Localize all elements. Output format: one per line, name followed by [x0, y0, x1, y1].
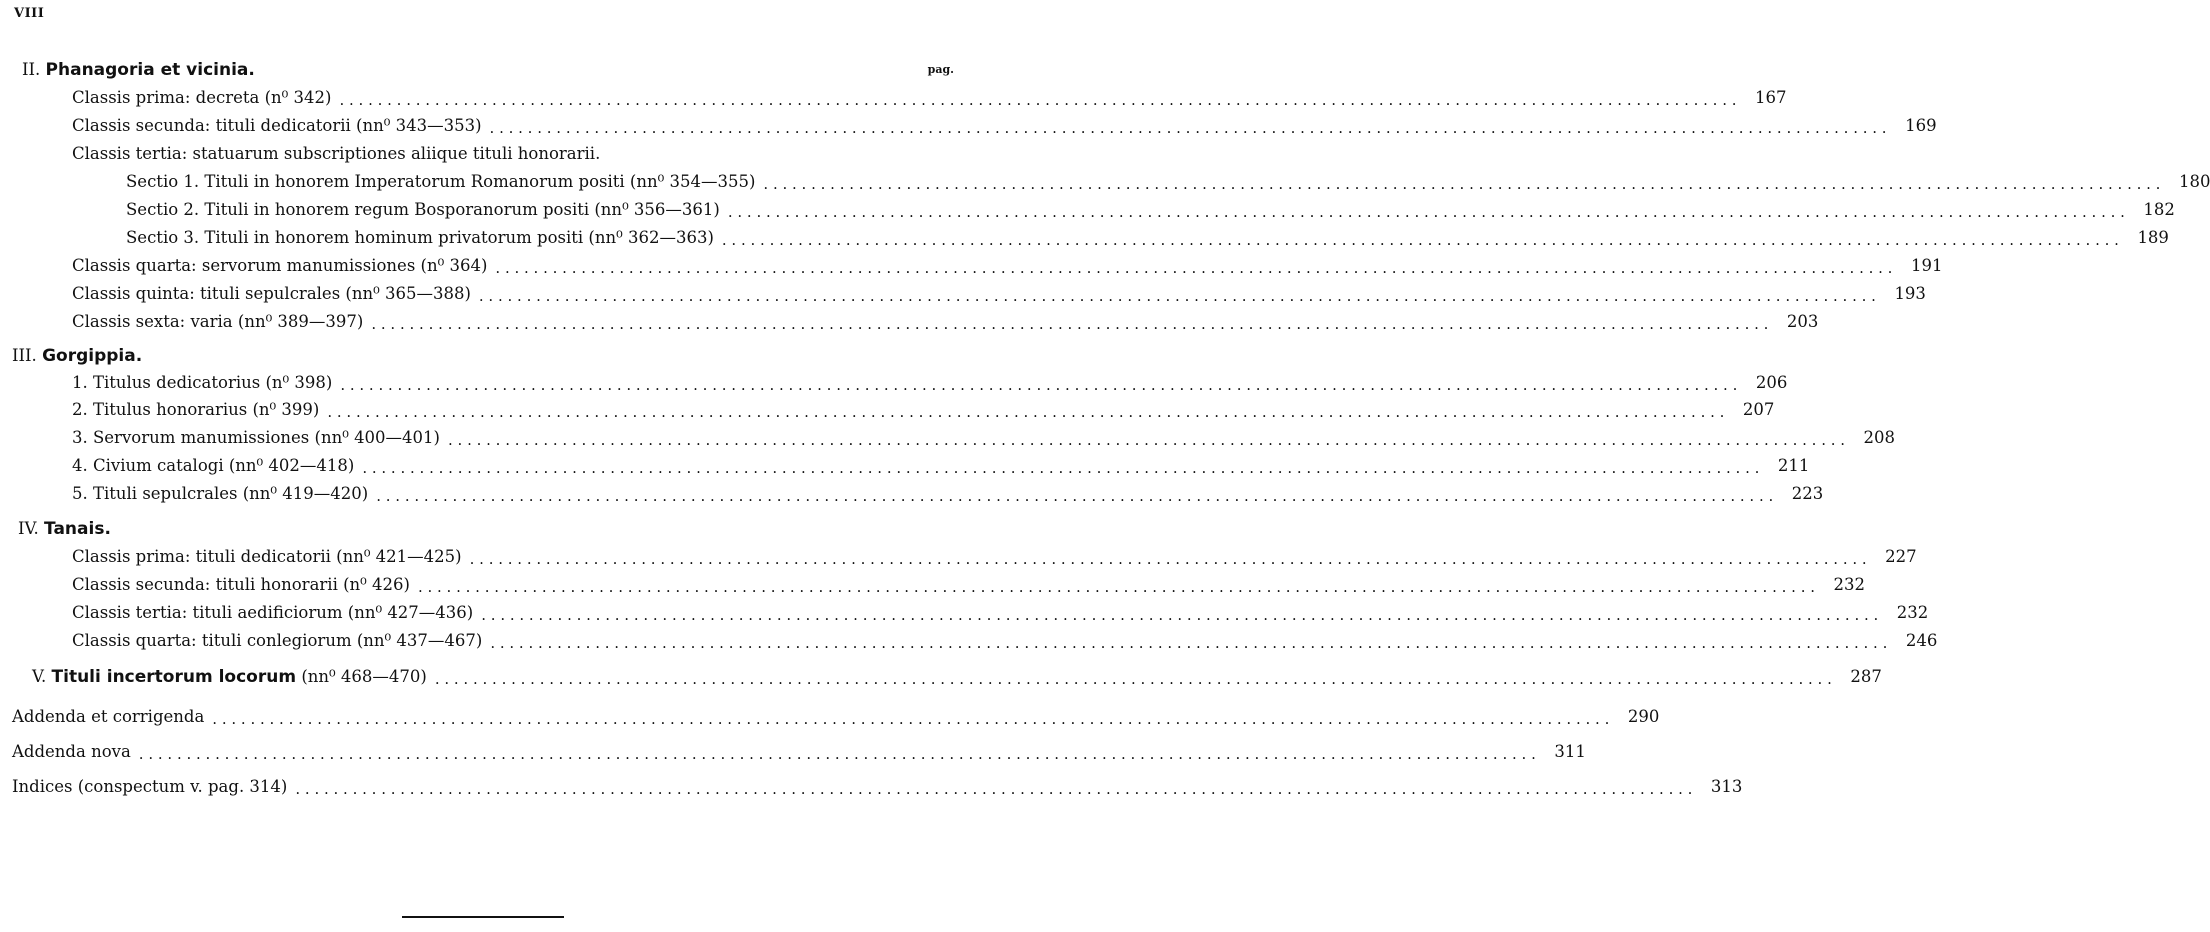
entry-text: Sectio 1. Tituli in honorem Imperatorum Romanorum positi (nn⁰ 354—355): [126, 172, 756, 191]
toc-entry: [0, 85, 1787, 111]
dot-leader: [418, 577, 1815, 597]
section-number: III.: [12, 346, 37, 365]
toc-entry: [0, 169, 2210, 195]
toc-entry: [0, 225, 2169, 251]
entry-page: 223: [1791, 484, 1824, 503]
page-column-label: pag.: [927, 63, 954, 76]
entry-page: 211: [1777, 456, 1810, 475]
dot-leader: [435, 669, 1832, 689]
section-heading-tituli-incertorum: [0, 664, 1882, 690]
toc-entry-indices: [0, 774, 1743, 800]
section-number: V.: [32, 667, 47, 686]
page-number: VIII: [14, 6, 45, 21]
section-title: Tituli incertorum locorum: [51, 667, 297, 687]
entry-text: Classis quinta: tituli sepulcrales (nn⁰ 365—388): [72, 284, 471, 303]
entry-page: 246: [1905, 631, 1938, 650]
entry-text: Addenda nova: [12, 742, 131, 761]
toc-entry: [0, 453, 1810, 479]
dot-leader: [139, 744, 1536, 764]
entry-text: Classis secunda: tituli honorarii (n⁰ 426): [72, 575, 410, 594]
dot-leader: [728, 202, 2125, 222]
toc-entry: [0, 281, 1926, 307]
entry-text: Classis prima: decreta (n⁰ 342): [72, 88, 332, 107]
dot-leader: [339, 90, 1736, 110]
entry-text: 3. Servorum manumissiones (nn⁰ 400—401): [72, 428, 440, 447]
toc-entry: [0, 113, 1937, 139]
entry-page: 191: [1910, 256, 1943, 275]
dot-leader: [490, 633, 1887, 653]
toc-entry: [0, 309, 1819, 335]
section-heading-tanais: [0, 516, 990, 542]
section-heading-gorgippia: [0, 343, 984, 369]
dot-leader: [722, 230, 2119, 250]
entry-page: 287: [1850, 667, 1882, 686]
entry-text: Classis quarta: servorum manumissiones (n⁰ 364): [72, 256, 488, 275]
dot-leader: [327, 402, 1724, 422]
dot-leader: [470, 549, 1867, 569]
dot-leader: [340, 375, 1737, 395]
dot-leader: [448, 430, 1845, 450]
dot-leader: [212, 709, 1609, 729]
section-range: (nn⁰ 468—470): [301, 667, 427, 686]
dot-leader: [479, 286, 1876, 306]
section-title: Gorgippia.: [42, 346, 143, 366]
section-title: Phanagoria et vicinia.: [45, 60, 255, 80]
entry-text: Classis quarta: tituli conlegiorum (nn⁰ 437—467): [72, 631, 483, 650]
entry-text: Indices (conspectum v. pag. 314): [12, 777, 288, 796]
toc-entry: [0, 628, 1938, 654]
section-heading-phanagoria: [0, 57, 994, 83]
entry-page: 167: [1755, 88, 1787, 107]
footer-rule: [402, 916, 564, 918]
toc-entry: [0, 197, 2175, 223]
toc-entry-addenda-nova: [0, 739, 1586, 765]
dot-leader: [295, 779, 1692, 799]
entry-text: 4. Civium catalogi (nn⁰ 402—418): [72, 456, 355, 475]
dot-leader: [763, 174, 2160, 194]
section-title: Tanais.: [44, 519, 111, 539]
entry-text: Sectio 2. Tituli in honorem regum Bosporanorum positi (nn⁰ 356—361): [126, 200, 720, 219]
section-number: II.: [22, 60, 41, 79]
entry-page: 182: [2143, 200, 2175, 219]
entry-page: 207: [1742, 400, 1775, 419]
toc-entry: [0, 600, 1929, 626]
dot-leader: [376, 486, 1773, 506]
toc-entry: [0, 481, 1824, 507]
entry-page: 189: [2137, 228, 2169, 247]
toc-entry: [0, 425, 1896, 451]
entry-text: 1. Titulus dedicatorius (n⁰ 398): [72, 373, 333, 392]
entry-text: 2. Titulus honorarius (n⁰ 399): [72, 400, 320, 419]
entry-text: 5. Tituli sepulcrales (nn⁰ 419—420): [72, 484, 369, 503]
dot-leader: [490, 118, 1887, 138]
entry-page: 203: [1786, 312, 1819, 331]
entry-page: 169: [1905, 116, 1937, 135]
entry-text: Classis sexta: varia (nn⁰ 389—397): [72, 312, 364, 331]
toc-entry: [0, 253, 1943, 279]
entry-text: Classis prima: tituli dedicatorii (nn⁰ 421—425): [72, 547, 462, 566]
dot-leader: [481, 605, 1878, 625]
entry-page: 227: [1885, 547, 1917, 566]
entry-text: Classis tertia: tituli aedificiorum (nn⁰ 427—436): [72, 603, 474, 622]
entry-page: 180: [2178, 172, 2210, 191]
entry-page: 311: [1554, 742, 1586, 761]
section-number: IV.: [18, 519, 39, 538]
toc-entry: [0, 397, 1775, 423]
entry-page: 193: [1894, 284, 1926, 303]
toc-entry: [0, 544, 1917, 570]
dot-leader: [371, 314, 1768, 334]
dot-leader: [362, 458, 1759, 478]
entry-text: Classis secunda: tituli dedicatorii (nn⁰ 343—353): [72, 116, 482, 135]
entry-text: Classis tertia: statuarum subscriptiones aliique tituli honorarii.: [72, 144, 601, 163]
entry-page: 232: [1896, 603, 1929, 622]
toc-entry-subheading: [0, 141, 1044, 167]
entry-page: 313: [1710, 777, 1743, 796]
entry-page: 232: [1833, 575, 1865, 594]
toc-entry: [0, 370, 1788, 396]
entry-page: 206: [1755, 373, 1788, 392]
entry-page: 208: [1863, 428, 1896, 447]
entry-page: 290: [1627, 707, 1660, 726]
toc-entry: [0, 572, 1865, 598]
entry-text: Sectio 3. Tituli in honorem hominum privatorum positi (nn⁰ 362—363): [126, 228, 714, 247]
dot-leader: [495, 258, 1892, 278]
toc-entry-addenda-corrigenda: [0, 704, 1660, 730]
entry-text: Addenda et corrigenda: [12, 707, 205, 726]
